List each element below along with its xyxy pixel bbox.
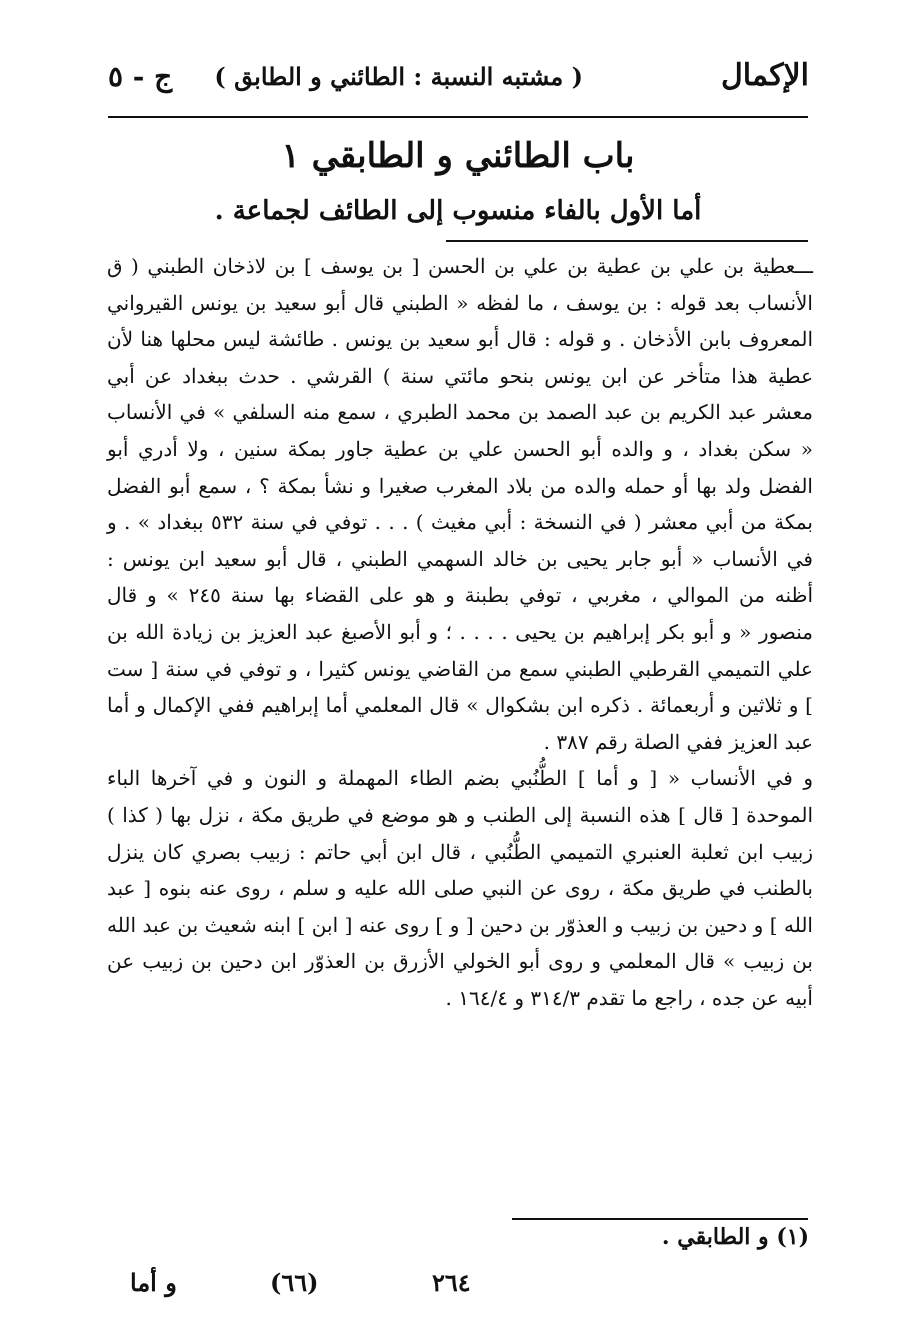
book-title: الإكمال xyxy=(720,58,809,93)
chapter-subtitle: أما الأول بالفاء منسوب إلى الطائف لجماعة . xyxy=(214,196,702,226)
volume-number: ج - ٥ xyxy=(108,60,173,93)
section-title: ( مشتبه النسبة : الطائني و الطابق ) xyxy=(214,62,583,91)
paragraph: و في الأنساب « [ و أما ] الطُّنُبي بضم الطاء المهملة و النون و في آخرها الباء الموحدة [ قال ] هذه النسبة إلى الطنب و هو موضع في طريق مكة ، نزل بها ( كذا ) زبيب ابن ثعلبة العنبري التميمي الطُّنُبي ، قال ابن أبي حاتم : زبيب بصري كان ينزل بالطنب في طريق مكة ، روى عن النبي صلى الله عليه و سلم ، روى عنه بنوه [ عبد الله ] و دحين بن زبيب و العذوّر بن دحين [ و ] روى عنه [ ابن ] ابنه شعيث بن عبد الله بن زبيب » قال المعلمي و روى أبو الخولي الأزرق بن العذوّر ابن دحين بن زبيب عن أبيه عن جده ، راجع ما تقدم ٣١٤/٣ و ١٦٤/٤ . xyxy=(107,766,813,1010)
page-number: ٢٦٤ xyxy=(432,1268,471,1297)
running-header xyxy=(108,56,809,102)
footnote-rule xyxy=(512,1218,808,1220)
subtitle-rule xyxy=(446,240,808,242)
body-text xyxy=(107,248,813,1016)
page-footer xyxy=(108,1268,808,1308)
footnote: (١) و الطابقي . xyxy=(661,1224,809,1250)
manuscript-page-number: (٦٦) xyxy=(270,1268,319,1297)
paragraph: ـــعطية بن علي بن عطية بن علي بن الحسن [ بن يوسف ] بن لاذخان الطبني ( ق الأنساب بعد قوله : بن يوسف ، ما لفظه « الطبني قال أبو سعيد بن يونس القيرواني المعروف بابن الأذخان . و قوله : قال أبو سعيد بن يونس . طائشة ليس محلها هنا لأن عطية هذا متأخر عن ابن يونس بنحو مائتي سنة ) القرشي . حدث ببغداد عن أبي معشر عبد الكريم بن عبد الصمد بن محمد الطبري ، سمع منه السلفي » في الأنساب « سكن بغداد ، و والده أبو الحسن علي بن عطية جاور بمكة سنين ، ولا أدري أبو الفضل ولد بها أو حمله والده من بلاد المغرب صغيرا و نشأ بمكة ؟ ، سمع أبو الفضل بمكة من أبي معشر ( في النسخة : أبي مغيث ) . . . توفي في سنة ٥٣٢ ببغداد » . و في الأنساب « أبو جابر يحيى بن خالد السهمي الطبني ، قال أبو سعيد ابن يونس : أظنه من الموالي ، مغربي ، توفي بطبنة و هو على القضاء بها سنة ٢٤٥ » و قال منصور « و أبو بكر إبراهيم بن يحيى . . . . ؛ و أبو الأصبغ عبد العزيز بن زيادة الله بن علي التميمي القرطبي الطبني سمع من القاضي يونس كثيرا ، و توفي في سنة [ ست ] و ثلاثين و أربعمائة . ذكره ابن بشكوال » قال المعلمي أما إبراهيم ففي الإكمال و أما عبد العزيز ففي الصلة رقم ٣٨٧ . xyxy=(107,254,814,754)
header-rule xyxy=(108,116,808,118)
chapter-title: باب الطائني و الطابقي ١ xyxy=(281,136,635,176)
catchword: و أما xyxy=(130,1268,177,1297)
